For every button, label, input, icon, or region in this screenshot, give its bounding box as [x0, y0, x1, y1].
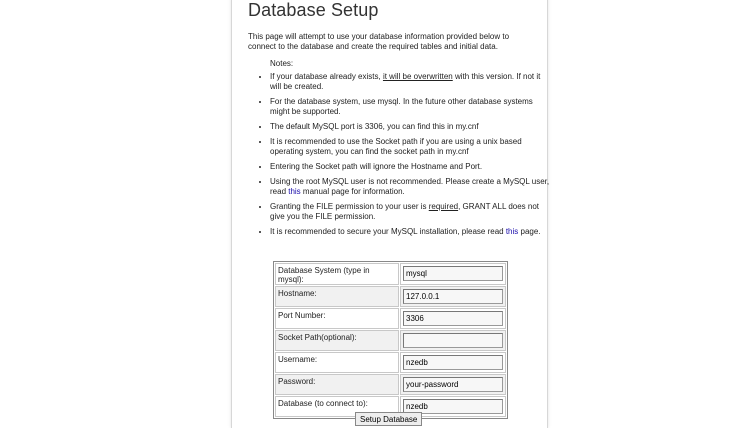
hostname-label: Hostname:	[275, 286, 399, 307]
intro-text: This page will attempt to use your database information provided below to connect to the database and create the required tables and initial data.	[248, 32, 510, 51]
form-row	[275, 263, 506, 285]
setup-database-button[interactable]: Setup Database	[355, 412, 422, 426]
form-row	[275, 374, 506, 395]
note-item: • Using the root MySQL user is not recommended. Please create a MySQL user, read this manual page for information.	[270, 177, 550, 197]
database-name-label: Database (to connect to):	[275, 396, 399, 417]
required-emphasis: required	[428, 202, 459, 211]
note-item: • For the database system, use mysql. In the future other database systems might be supported.	[270, 97, 550, 117]
secure-install-link[interactable]: this	[505, 227, 519, 236]
form-row	[275, 352, 506, 373]
username-label: Username:	[275, 352, 399, 373]
note-item: • The default MySQL port is 3306, you can find this in my.cnf	[270, 122, 550, 132]
note-item: • Granting the FILE permission to your user is required, GRANT ALL does not give you the FILE permission.	[270, 202, 550, 222]
page-title: Database Setup	[248, 0, 379, 20]
socket-path-label: Socket Path(optional):	[275, 330, 399, 351]
note-item: • It is recommended to secure your MySQL installation, please read this page.	[270, 227, 550, 237]
password-input[interactable]	[403, 377, 503, 392]
note-item: • It is recommended to use the Socket path if you are using a unix based operating system, you can find the socket path in my.cnf	[270, 137, 550, 157]
db-system-input[interactable]	[403, 266, 503, 281]
form-row	[275, 308, 506, 329]
password-label: Password:	[275, 374, 399, 395]
overwritten-emphasis: it will be overwritten	[382, 72, 453, 81]
notes-list	[258, 72, 550, 242]
notes-label: Notes:	[270, 59, 294, 68]
note-item: • If your database already exists, it will be overwritten with this version. If not it will be created.	[270, 72, 550, 92]
port-input[interactable]	[403, 311, 503, 326]
socket-path-input[interactable]	[403, 333, 503, 348]
db-system-label: Database System (type in mysql):	[275, 263, 399, 285]
port-label: Port Number:	[275, 308, 399, 329]
username-input[interactable]	[403, 355, 503, 370]
note-item: • Entering the Socket path will ignore the Hostname and Port.	[270, 162, 550, 172]
database-form-table	[273, 261, 508, 419]
form-row	[275, 330, 506, 351]
manual-page-link[interactable]: this	[288, 187, 301, 196]
hostname-input[interactable]	[403, 289, 503, 304]
form-row	[275, 286, 506, 307]
